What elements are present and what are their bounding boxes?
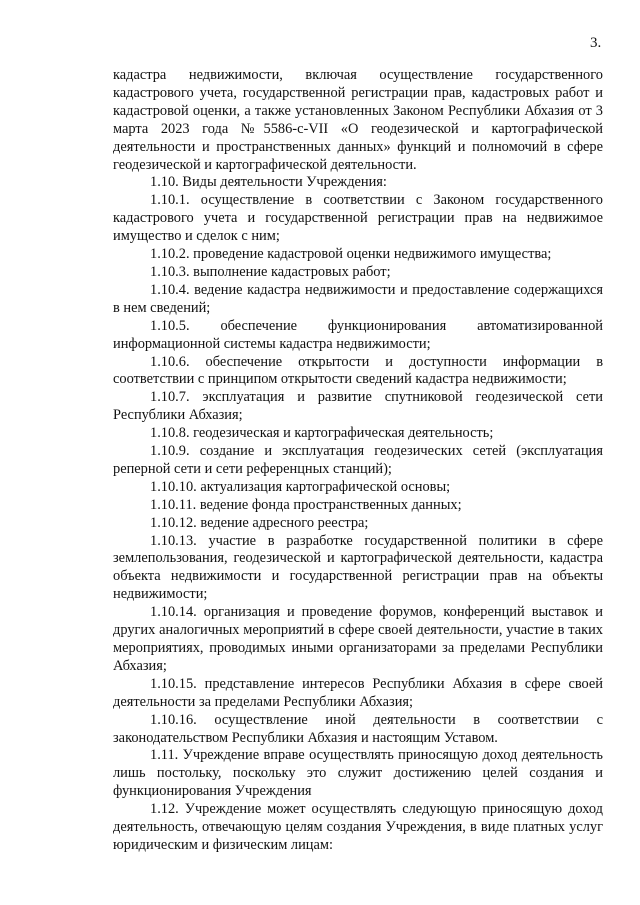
paragraph-1-10-2: 1.10.2. проведение кадастровой оценки недвижимого имущества; xyxy=(150,246,552,263)
paragraph-intro-continued: кадастра недвижимости, включая осуществление государственного кадастрового учета, государственной регистрации прав, кадастровых работ и кадастровой оценки, а также установленных Законом Республики Абхазия от 3 марта 2023 года №5586-с-VII «О геодезической и картографической деятельности и пространственных данных» функций и полномочий в сфере геодезической и картографической деятельности. xyxy=(113,67,603,173)
document-body xyxy=(113,67,603,855)
paragraph-1-10-15: 1.10.15. представление интересов Республики Абхазия в сфере своей деятельности за пределами Республики Абхазия; xyxy=(113,675,603,710)
paragraph-1-12: 1.12. Учреждение может осуществлять следующую приносящую доход деятельность, отвечающую целям создания Учреждения, в виде платных услуг юридическим и физическим лицам: xyxy=(113,801,603,853)
paragraph-1-10-3: 1.10.3. выполнение кадастровых работ; xyxy=(150,263,391,280)
paragraph-1-10-10: 1.10.10. актуализация картографической основы; xyxy=(150,478,451,495)
paragraph-1-10-1: 1.10.1. осуществление в соответствии с Законом государственного кадастрового учета и государственной регистрации прав на недвижимое имущество и сделок с ним; xyxy=(113,192,603,245)
paragraph-1-10-9: 1.10.9. создание и эксплуатация геодезических сетей (эксплуатация реперной сети и сети референцных станций); xyxy=(113,443,603,477)
paragraph-1-10-8: 1.10.8. геодезическая и картографическая деятельность; xyxy=(150,425,494,442)
page-number: 3. xyxy=(590,35,602,51)
paragraph-1-10-14: 1.10.14. организация и проведение форумов, конференций выставок и других аналогичных мероприятий в сфере своей деятельности, участие в таких мероприятиях, проводимых иными организаторами за пределами Республики Абхазия; xyxy=(113,604,603,674)
paragraph-1-10-13: 1.10.13. участие в разработке государственной политики в сфере землепользования, геодезической и картографической деятельности, кадастра объекта недвижимости и государственной регистрации прав на объекты недвижимости; xyxy=(113,532,603,603)
paragraph-1-10-4: 1.10.4. ведение кадастра недвижимости и предоставление содержащихся в нем сведений; xyxy=(113,281,603,316)
paragraph-1-10-7: 1.10.7. эксплуатация и развитие спутниковой геодезической сети Республики Абхазия; xyxy=(113,389,603,424)
paragraph-1-10-11: 1.10.11. ведение фонда пространственных данных; xyxy=(150,496,462,513)
paragraph-1-11: 1.11. Учреждение вправе осуществлять приносящую доход деятельность лишь постольку, поскольку это служит достижению целей создания и функционирования Учреждения xyxy=(113,747,603,800)
paragraph-1-10-heading: 1.10. Виды деятельности Учреждения: xyxy=(150,174,387,191)
paragraph-1-10-5: 1.10.5. обеспечение функционирования автоматизированной информационной системы кадастра недвижимости; xyxy=(113,317,603,352)
paragraph-1-10-16: 1.10.16. осуществление иной деятельности в соответствии с законодательством Республики Абхазия и настоящим Уставом. xyxy=(113,711,603,746)
paragraph-1-10-6: 1.10.6. обеспечение открытости и доступности информации в соответствии с принципом открытости сведений кадастра недвижимости; xyxy=(113,353,603,388)
paragraph-1-10-12: 1.10.12. ведение адресного реестра; xyxy=(150,514,369,531)
